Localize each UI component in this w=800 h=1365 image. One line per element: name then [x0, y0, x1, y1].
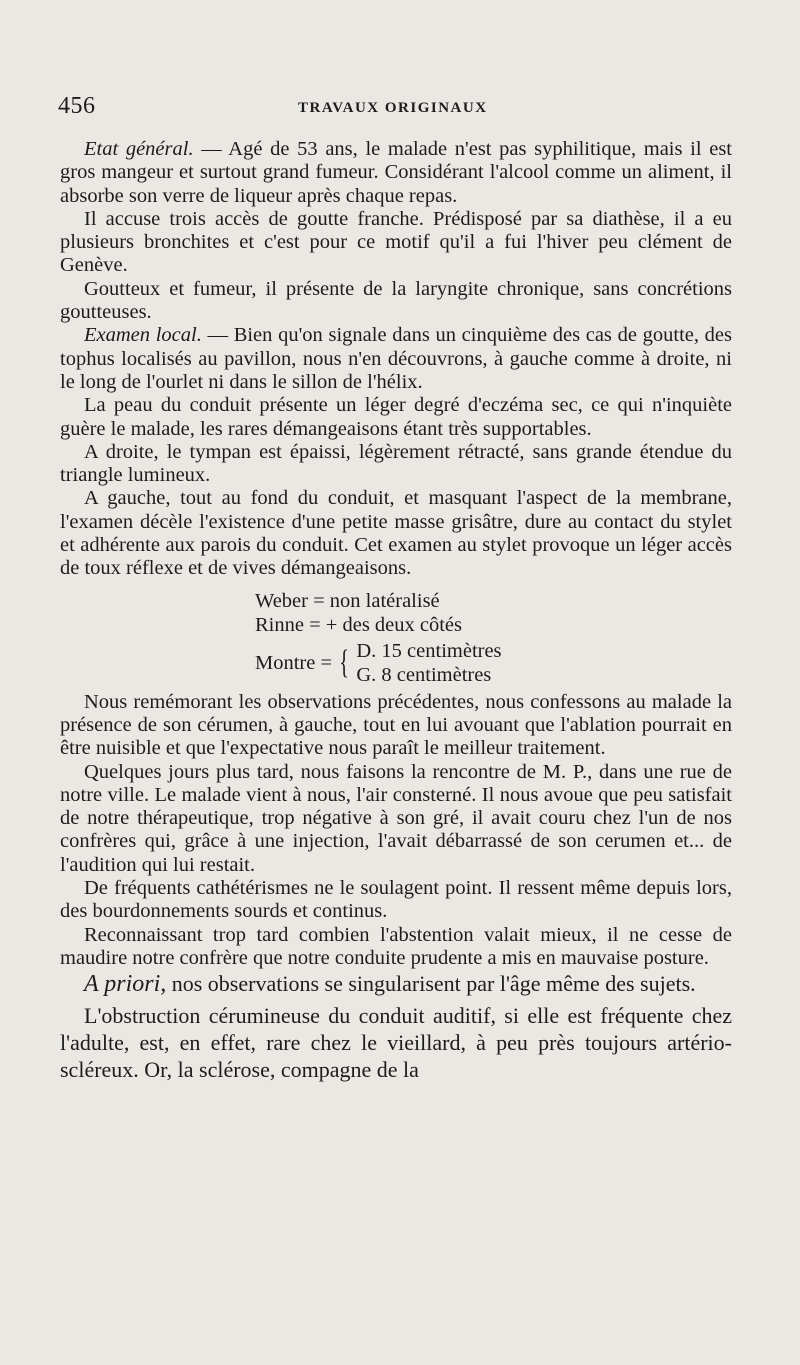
montre-test [255, 639, 732, 687]
paragraph: A droite, le tympan est épaissi, légèrement rétracté, sans grande étendue du triangle lumineux. [60, 440, 732, 487]
montre-right: D. 15 centimètres [356, 639, 502, 662]
montre-left: G. 8 centimètres [356, 663, 492, 686]
closing-paragraphs [60, 970, 732, 1083]
section-lead-etat-general: Etat général. [84, 138, 194, 160]
hearing-test-results [255, 589, 732, 687]
paragraph: De fréquents cathétérismes ne le soulagent point. Il ressent même depuis lors, des bourdonnements sourds et continus. [60, 877, 732, 923]
paragraph-text: nos observations se singularisent par l'âge même des sujets. [166, 971, 696, 997]
weber-test: Weber = non latéralisé [255, 589, 440, 612]
page-number: 456 [58, 93, 96, 119]
paragraph: Goutteux et fumeur, il présente de la laryngite chronique, sans concrétions goutteuses. [60, 277, 732, 324]
paragraph: A gauche, tout au fond du conduit, et masquant l'aspect de la membrane, l'examen décèle l'existence d'une petite masse grisâtre, dure au contact du stylet et adhérente aux parois du conduit. Cet examen au stylet provoque un léger accès de toux réflexe et de vives démangeaisons. [60, 487, 732, 580]
paragraph: Reconnaissant trop tard combien l'abstention valait mieux, il ne cesse de maudire notre confrère que notre conduite prudente a mis en mauvaise posture. [60, 923, 732, 969]
paragraph: Quelques jours plus tard, nous faisons la rencontre de M. P., dans une rue de notre ville. Le malade vient à nous, l'air consterné. Il nous avoue que peu satisfait de notre thérapeutique, trop négative à son gré, il avait couru chez l'un de nos confrères qui, grâce à une injection, l'avait débarrassé de son cerumen et... de l'audition qui lui restait. [60, 760, 732, 876]
paragraph: Il accuse trois accès de goutte franche. Prédisposé par sa diathèse, il a eu plusieurs bronchites et c'est pour ce motif qu'il a fui l'hiver peu clément de Genève. [60, 207, 732, 277]
montre-values [356, 639, 501, 687]
brace: { [339, 643, 350, 681]
paragraph-a-priori [60, 970, 732, 998]
rinne-test: Rinne = + des deux côtés [255, 613, 463, 636]
paragraph: La peau du conduit présente un léger degré d'eczéma sec, ce qui n'inquiète guère le malade, les rares démangeaisons étant très supportables. [60, 394, 732, 440]
a-priori-lead: A priori, [84, 971, 167, 998]
paragraph-examen-local [60, 324, 732, 394]
running-head: TRAVAUX ORIGINAUX [298, 100, 488, 116]
body-text [60, 138, 732, 1083]
paragraph-etat-general [60, 138, 732, 208]
section-lead-examen-local: Examen local. [84, 324, 202, 347]
paragraph-text: — Agé de 53 ans, le malade n'est pas syphilitique, mais il est gros mangeur et surtout grand fumeur. Considérant l'alcool comme un aliment, il absorbe son verre de liqueur après chaque repas. [60, 138, 732, 207]
montre-label: Montre = [255, 651, 333, 674]
page-header [58, 93, 730, 123]
paragraph-text: — Bien qu'on signale dans un cinquième des cas de goutte, des tophus localisés au pavillon, nous n'en découvrons, à gauche comme à droite, ni le long de l'ourlet ni dans le sillon de l'hélix. [60, 324, 733, 393]
paragraph: L'obstruction cérumineuse du conduit auditif, si elle est fréquente chez l'adulte, est, en effet, rare chez le vieillard, à peu près toujours artério-scléreux. Or, la sclérose, compagne de la [60, 1003, 732, 1083]
paragraph: Nous remémorant les observations précédentes, nous confessons au malade la présence de son cérumen, à gauche, tout en lui avouant que l'ablation pourrait en être nuisible et que l'expectative nous paraît le meilleur traitement. [60, 690, 732, 760]
